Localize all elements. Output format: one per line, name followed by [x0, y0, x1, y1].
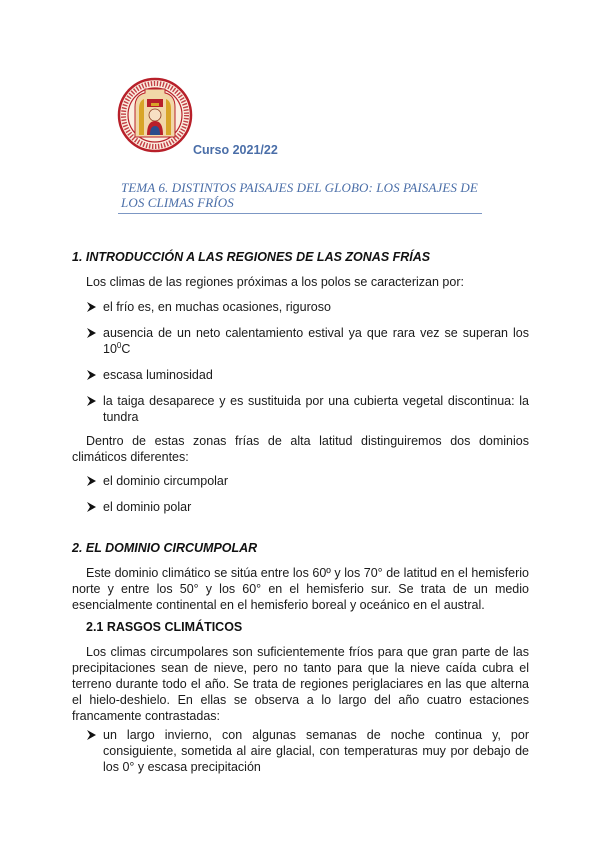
list-item: escasa luminosidad [86, 367, 529, 383]
list-item: el dominio polar [86, 499, 529, 515]
section-1-heading: 1. INTRODUCCIÓN A LAS REGIONES DE LAS ZONAS FRÍAS [72, 250, 431, 264]
arrow-bullet-icon [86, 730, 97, 740]
arrow-bullet-icon [86, 502, 97, 512]
list-item: ausencia de un neto calentamiento estival ya que rara vez se superan los $10^0C$ [86, 325, 529, 357]
title-underline [118, 213, 482, 214]
list-item: el dominio circumpolar [86, 473, 529, 489]
list-item: el frío es, en muchas ocasiones, riguroso [86, 299, 529, 315]
section-2-heading: 2. EL DOMINIO CIRCUMPOLAR [72, 541, 258, 555]
arrow-bullet-icon [86, 328, 97, 338]
subsection-2-1-paragraph: Los climas circumpolares son suficientemente fríos para que gran parte de las precipitaciones sean de nieve, pero no tanto para que la nieve caída cubra el terreno durante todo el año. Se trata de regiones periglaciares en las que alterna el hielo-deshielo. En ellas se observa a lo largo del año cuatro estaciones francamente contrastadas: [72, 645, 529, 723]
topic-title: TEMA 6. DISTINTOS PAISAJES DEL GLOBO: LOS PAISAJES DE LOS CLIMAS FRÍOS [121, 180, 478, 210]
arrow-bullet-icon [86, 396, 97, 406]
arrow-bullet-icon [86, 302, 97, 312]
subsection-2-1-heading: 2.1 RASGOS CLIMÁTICOS [86, 620, 243, 634]
arrow-bullet-icon [86, 476, 97, 486]
section-1-intro: Los climas de las regiones próximas a los polos se caracterizan por: [86, 275, 464, 289]
university-seal-logo [117, 77, 193, 153]
list-item: la taiga desaparece y es sustituida por una cubierta vegetal discontinua: la tundra [86, 393, 529, 425]
course-label: Curso 2021/22 [193, 143, 278, 157]
list-item: un largo invierno, con algunas semanas de noche continua y, por consiguiente, sometida al aire glacial, con temperaturas muy por debajo de los 0° y escasa precipitación [86, 727, 529, 775]
arrow-bullet-icon [86, 370, 97, 380]
domains-intro: Dentro de estas zonas frías de alta latitud distinguiremos dos dominios climáticos diferentes: [72, 434, 529, 464]
section-2-paragraph: Este dominio climático se sitúa entre los 60º y los 70° de latitud en el hemisferio norte y entre los 50° y los 60° en el hemisferio sur. Se trata de un medio esencialmente continental en el hemisferio boreal y oceánico en el austral. [72, 566, 529, 612]
